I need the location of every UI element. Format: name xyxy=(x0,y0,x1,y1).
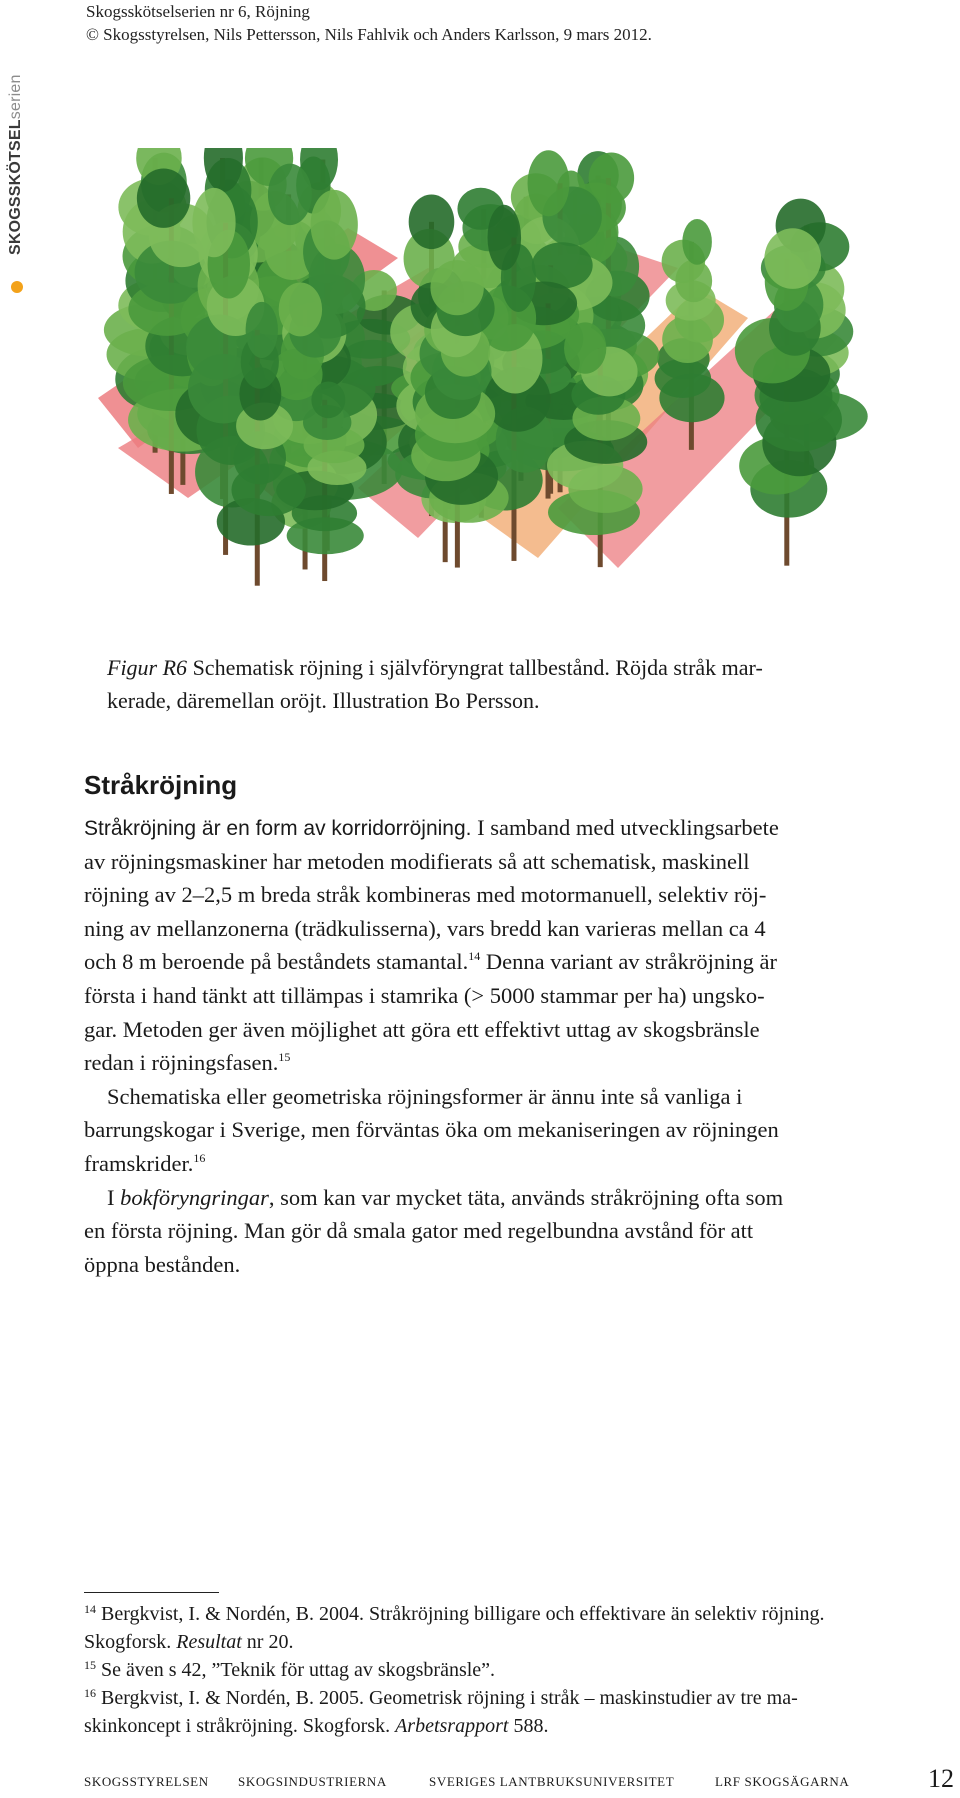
figure-caption: Figur R6 Schematisk röjning i självföryngrat tallbestånd. Röjda stråk mar- kerade, däremellan oröjt. Illustration Bo Persson. xyxy=(107,655,763,713)
footnote-divider xyxy=(84,1592,219,1593)
logo-dot-icon xyxy=(11,281,23,293)
body-text: Stråkröjning är en form av korridorröjning. I samband med utvecklingsarbete av röjningsmaskiner har metoden modifierats så att schematisk, maskinell röjning av 2–2,5 m breda stråk kombineras med motormanuell, selektiv röj- ning av mellanzonerna (trädkulisserna), vars bredd kan varieras mellan ca 4 och 8 m beroende på beståndets stamantal.$^{14}$ Denna variant av stråkröjning är första i hand tänkt att tillämpas i stamrika (> 5000 stammar per ha) ungsko- gar. Metoden ger även möjlighet att göra ett effektivt uttag av skogsbränsle redan i röjningsfasen.$^{15}$ Schematiska eller geometriska röjningsformer är ännu inte så vanliga i barrungskogar i Sverige, men förväntas öka om mekaniseringen av röjningen framskrider.$^{16}$ I bokföryngringar, som kan var mycket täta, används stråkröjning ofta som en första röjning. Man gör då smala gator med regelbundna avstånd för att öppna bestånden. xyxy=(84,815,784,1277)
series-logo xyxy=(4,48,30,263)
figure-label: Figur R6 xyxy=(107,655,188,680)
footnote-ref-15: 15 xyxy=(278,1050,291,1065)
footnote-ref-16: 16 xyxy=(193,1150,206,1165)
footnote-16: $^{16}$ Bergkvist, I. & Nordén, B. 2005. Geometrisk röjning i stråk – maskinstudier av tre ma- xyxy=(84,1686,798,1709)
footer-org-skogsindustrierna: SKOGSINDUSTRIERNA xyxy=(238,1774,387,1789)
page-header xyxy=(86,0,652,46)
forest-illustration xyxy=(98,148,874,596)
series-logo-text: SKOGSSKÖTSELserien xyxy=(7,74,24,255)
footer-org-lrf: LRF SKOGSÄGARNA xyxy=(715,1774,850,1789)
series-title: Skogsskötselserien nr 6, Röjning xyxy=(86,2,310,21)
section-heading: Stråkröjning xyxy=(84,770,238,800)
footer-org-skogsstyrelsen: SKOGSSTYRELSEN xyxy=(84,1774,209,1789)
footnote-15: $^{15}$ Se även s 42, ”Teknik för uttag av skogsbränsle”. xyxy=(84,1658,496,1681)
copyright-line: © Skogsstyrelsen, Nils Pettersson, Nils Fahlvik och Anders Karlsson, 9 mars 2012. xyxy=(86,25,652,44)
footer-org-slu: SVERIGES LANTBRUKSUNIVERSITET xyxy=(429,1774,675,1789)
tree-stand xyxy=(104,148,868,586)
footnote-14: $^{14}$ Bergkvist, I. & Nordén, B. 2004. Stråkröjning billigare och effektivare än selektiv röjning. xyxy=(84,1602,825,1625)
footnotes: $^{14}$ Bergkvist, I. & Nordén, B. 2004. Stråkröjning billigare och effektivare än selektiv röjning. Skogforsk. Resultat nr 20. $^{15}$ Se även s 42, ”Teknik för uttag av skogsbränsle”. $^{16}$ Bergkvist, I. & Nordén, B. 2005. Geometrisk röjning i stråk – maskinstudier av tre ma- skinkoncept i stråkröjning. Skogforsk. Arbetsrapport 588. xyxy=(84,1600,954,1740)
footnote-ref-14: 14 xyxy=(468,949,481,964)
page-number: 12 xyxy=(928,1764,954,1793)
